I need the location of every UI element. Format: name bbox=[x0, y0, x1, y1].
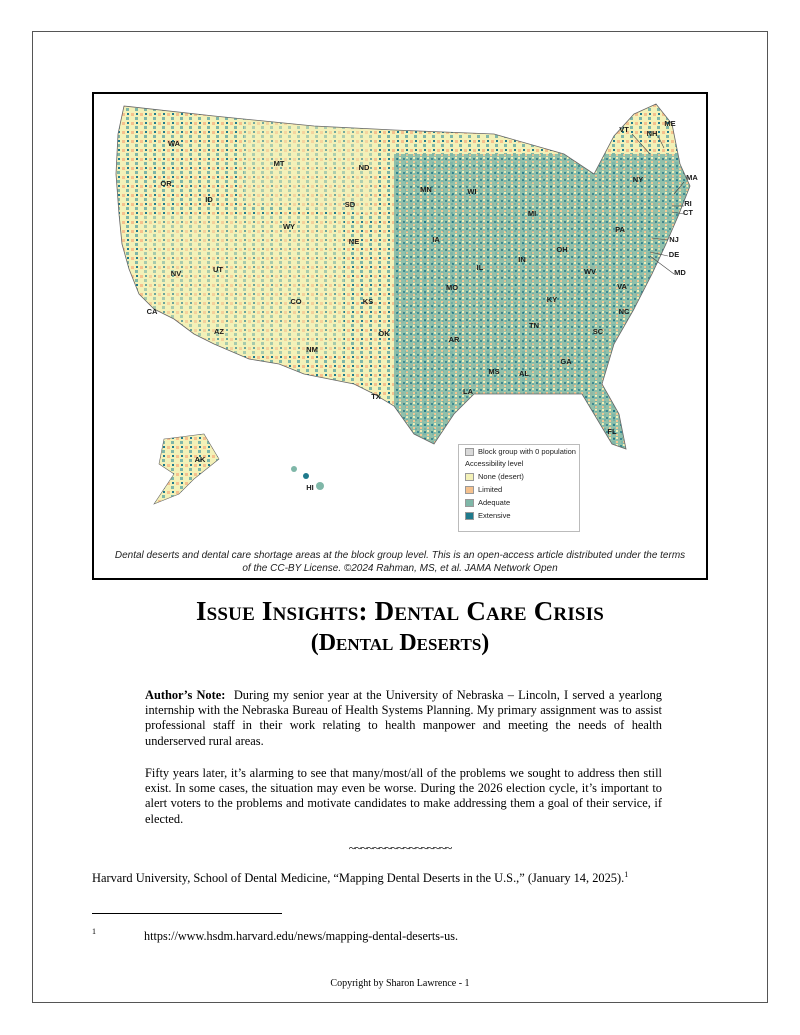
state-label-ar: AR bbox=[448, 335, 460, 344]
state-label-ks: KS bbox=[362, 297, 374, 306]
legend-label: Extensive bbox=[478, 511, 511, 520]
state-label-nj: NJ bbox=[669, 235, 679, 244]
state-label-az: AZ bbox=[214, 327, 224, 336]
state-label-va: VA bbox=[617, 282, 627, 291]
state-label-me: ME bbox=[664, 119, 676, 128]
state-label-hi: HI bbox=[306, 483, 314, 492]
legend-label: Block group with 0 population bbox=[478, 447, 576, 456]
legend-item-extensive bbox=[459, 509, 579, 522]
us-map bbox=[94, 94, 706, 546]
state-label-mo: MO bbox=[445, 283, 459, 292]
state-label-ri: RI bbox=[684, 199, 692, 208]
author-note-paragraph-1 bbox=[145, 688, 662, 749]
map-legend bbox=[458, 444, 580, 532]
page-title: Issue Insights: Dental Care Crisis bbox=[195, 596, 605, 626]
state-label-ga: GA bbox=[560, 357, 572, 366]
legend-item-none bbox=[459, 470, 579, 483]
state-label-mi: MI bbox=[527, 209, 537, 218]
legend-heading: Accessibility level bbox=[465, 459, 524, 468]
state-label-wi: WI bbox=[467, 187, 477, 196]
state-label-id: ID bbox=[205, 195, 213, 204]
map-caption-line: Dental deserts and dental care shortage areas at the block group level. This is an open-access article distributed under the terms bbox=[114, 550, 686, 561]
state-label-ct: CT bbox=[683, 208, 693, 217]
state-label-tx: TX bbox=[371, 392, 381, 401]
state-label-wy: WY bbox=[282, 222, 296, 231]
state-label-ca: CA bbox=[146, 307, 158, 316]
legend-item-limited bbox=[459, 483, 579, 496]
map-caption-line: of the CC-BY License. ©2024 Rahman, MS, et al. JAMA Network Open bbox=[242, 563, 558, 574]
state-label-in: IN bbox=[518, 255, 526, 264]
legend-label: Limited bbox=[478, 485, 503, 494]
state-label-ok: OK bbox=[378, 329, 390, 338]
state-label-ut: UT bbox=[213, 265, 223, 274]
state-label-pa: PA bbox=[615, 225, 625, 234]
state-label-de: DE bbox=[668, 250, 680, 259]
author-note-label: Author’s Note: bbox=[145, 688, 226, 702]
legend-zero-population bbox=[459, 445, 579, 458]
citation-text: Harvard University, School of Dental Medicine, “Mapping Dental Deserts in the U.S.,” (January 14, 2025). bbox=[92, 871, 625, 886]
state-label-il: IL bbox=[476, 263, 484, 272]
section-separator: ~~~~~~~~~~~~~~~~~ bbox=[348, 840, 452, 855]
state-label-sc: SC bbox=[592, 327, 604, 336]
page-subtitle: (Dental Deserts) bbox=[310, 630, 490, 656]
state-label-oh: OH bbox=[556, 245, 568, 254]
state-label-or: OR bbox=[160, 179, 172, 188]
state-label-fl: FL bbox=[607, 427, 617, 436]
legend-item-adequate bbox=[459, 496, 579, 509]
state-label-nh: NH bbox=[646, 129, 658, 138]
legend-swatch bbox=[465, 512, 474, 520]
legend-swatch bbox=[465, 499, 474, 507]
state-label-ia: IA bbox=[432, 235, 440, 244]
state-label-nm: NM bbox=[306, 345, 318, 354]
state-label-wv: WV bbox=[583, 267, 597, 276]
state-label-ma: MA bbox=[686, 173, 698, 182]
state-label-nv: NV bbox=[170, 269, 182, 278]
state-label-tn: TN bbox=[529, 321, 539, 330]
state-label-ms: MS bbox=[488, 367, 500, 376]
page-footer: Copyright by Sharon Lawrence - 1 bbox=[330, 978, 470, 989]
state-label-nc: NC bbox=[618, 307, 630, 316]
state-label-ny: NY bbox=[632, 175, 644, 184]
map-caption bbox=[94, 549, 706, 575]
legend-label: Adequate bbox=[478, 498, 511, 507]
state-label-wa: WA bbox=[167, 139, 181, 148]
legend-swatch bbox=[465, 448, 474, 456]
state-label-co: CO bbox=[290, 297, 302, 306]
dental-desert-map-figure bbox=[92, 92, 708, 580]
legend-label: None (desert) bbox=[478, 472, 524, 481]
footnote-rule bbox=[92, 913, 282, 914]
state-label-nd: ND bbox=[358, 163, 370, 172]
state-label-mt: MT bbox=[273, 159, 285, 168]
state-label-vt: VT bbox=[619, 125, 629, 134]
state-label-ky: KY bbox=[546, 295, 558, 304]
state-label-la: LA bbox=[463, 387, 473, 396]
state-label-al: AL bbox=[519, 369, 529, 378]
state-label-mn: MN bbox=[420, 185, 432, 194]
author-note-text: During my senior year at the University of Nebraska – Lincoln, I served a yearlong internship with the Nebraska Bureau of Health Systems Planning. My primary assignment was to assist professional staff in their work relating to health manpower and meeting the needs of health underserved rural areas. bbox=[145, 688, 662, 748]
footnote-url[interactable]: https://www.hsdm.harvard.edu/news/mapping-dental-deserts-us. bbox=[144, 929, 458, 943]
state-label-md: MD bbox=[674, 268, 686, 277]
author-note-paragraph-2: Fifty years later, it’s alarming to see that many/most/all of the problems we sought to address then still exist. In some cases, the situation may even be worse. During the 2026 election cycle, it’s important to alert voters to the problems and motivate candidates to make addressing them a goal of their service, if elected. bbox=[145, 766, 662, 826]
state-label-ak: AK bbox=[194, 455, 206, 464]
legend-swatch bbox=[465, 473, 474, 481]
legend-swatch bbox=[465, 486, 474, 494]
source-citation bbox=[92, 870, 712, 886]
footnote-number: 1 bbox=[92, 927, 96, 936]
footnote-reference[interactable]: 1 bbox=[624, 870, 629, 879]
state-label-ne: NE bbox=[348, 237, 360, 246]
state-label-sd: SD bbox=[344, 200, 356, 209]
